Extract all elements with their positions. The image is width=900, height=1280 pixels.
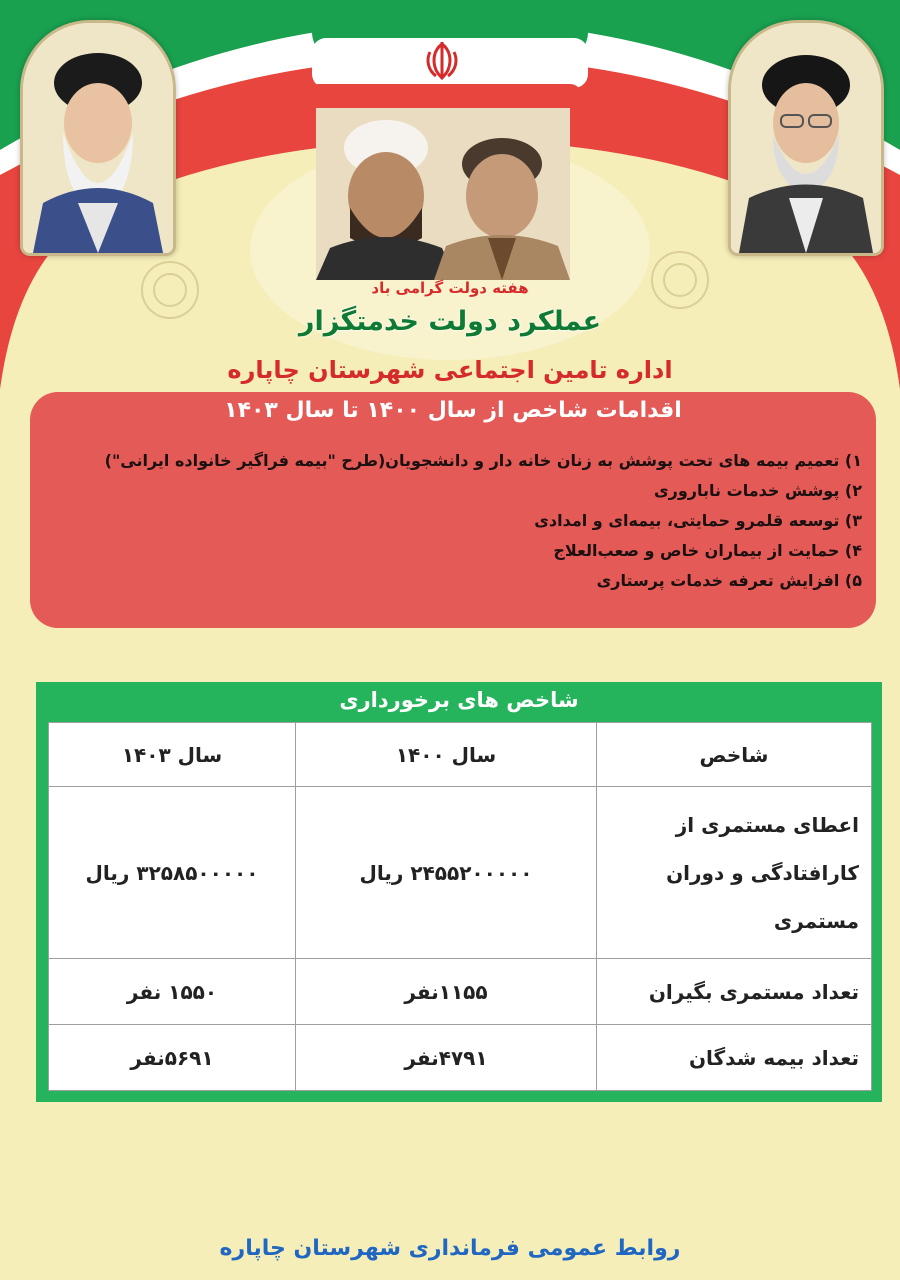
value-1403: ۱۵۵۰ نفر	[49, 959, 296, 1025]
iran-emblem-icon	[420, 38, 464, 82]
page-title: عملکرد دولت خدمتگزار	[298, 306, 602, 337]
indicator-label: تعداد بیمه شدگان	[597, 1025, 872, 1091]
header-cell: سال ۱۴۰۳	[49, 723, 296, 787]
central-photo	[316, 108, 570, 280]
header-cell: شاخص	[597, 723, 872, 787]
table-row	[49, 959, 872, 1025]
office-title: اداره تامین اجتماعی شهرستان چاپاره	[227, 356, 673, 384]
value-1403: ۳۲۵۸۵۰۰۰۰۰ ریال	[49, 787, 296, 959]
table-row	[49, 787, 872, 959]
portrait-right	[728, 20, 884, 256]
value-1400: ۱۱۵۵نفر	[296, 959, 597, 1025]
indicators-title: شاخص های برخورداری	[339, 688, 579, 712]
header-cell: سال ۱۴۰۰	[296, 723, 597, 787]
indicators-table	[48, 722, 872, 1091]
actions-panel	[30, 392, 876, 628]
actions-title: اقدامات شاخص از سال ۱۴۰۰ تا سال ۱۴۰۳	[224, 398, 682, 423]
action-item: ۵) افزایش تعرفه خدمات پرستاری	[596, 571, 862, 590]
action-item: ۲) پوشش خدمات ناباروری	[653, 481, 862, 500]
portrait-left	[20, 20, 176, 256]
actions-list	[105, 446, 862, 596]
indicator-label: تعداد مستمری بگیران	[597, 959, 872, 1025]
footer-credit: روابط عمومی فرمانداری شهرستان چاپاره	[219, 1236, 681, 1261]
table-header-row	[49, 723, 872, 787]
action-item: ۴) حمایت از بیماران خاص و صعب‌العلاج	[553, 541, 862, 560]
action-item: ۳) توسعه قلمرو حمایتی، بیمه‌ای و امدادی	[534, 511, 862, 530]
value-1400: ۴۷۹۱نفر	[296, 1025, 597, 1091]
indicator-label: اعطای مستمری از کارافتادگی و دوران مستمری	[597, 787, 872, 959]
indicators-panel	[36, 682, 882, 1102]
week-greeting: هفته دولت گرامی باد	[371, 279, 529, 297]
table-row	[49, 1025, 872, 1091]
value-1400: ۲۴۵۵۲۰۰۰۰۰ ریال	[296, 787, 597, 959]
action-item: ۱) تعمیم بیمه های تحت پوشش به زنان خانه دار و دانشجویان(طرح "بیمه فراگیر خانواده ایرانی")	[104, 451, 862, 470]
value-1403: ۵۶۹۱نفر	[49, 1025, 296, 1091]
